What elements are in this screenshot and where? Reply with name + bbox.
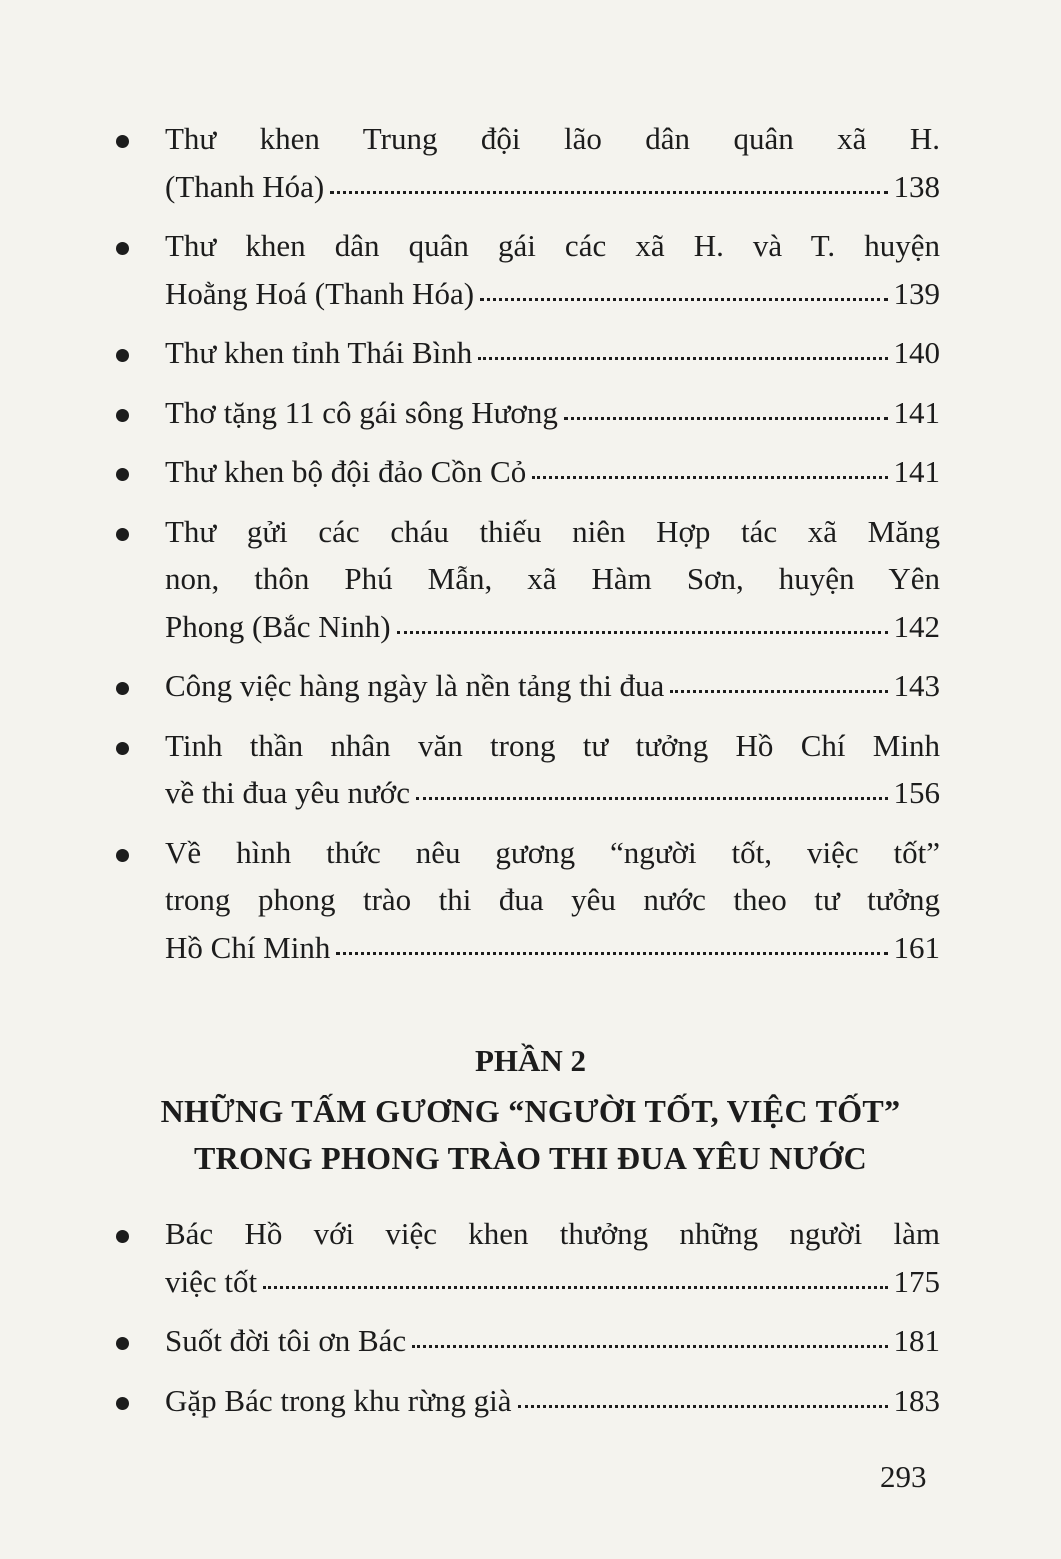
- toc-entry: [110, 329, 940, 377]
- dot-leader: [416, 795, 888, 800]
- toc-entry-page: 175: [893, 1263, 940, 1299]
- toc-entry-row: [165, 603, 940, 651]
- dot-leader: [330, 189, 887, 194]
- toc-entry-title-line: Thư gửi các cháu thiếu niên Hợp tác xã Măng: [165, 513, 940, 549]
- dot-leader: [336, 950, 887, 955]
- toc-entry-row: [165, 389, 940, 437]
- toc-entry-row: [165, 448, 940, 496]
- toc-entry: [110, 508, 940, 651]
- toc-entry-row: [165, 270, 940, 318]
- toc-entry-row: [165, 329, 940, 377]
- toc-entry-page: 141: [893, 454, 940, 489]
- toc-entry-row: [165, 769, 940, 817]
- toc-entry-title-line: Bác Hồ với việc khen thưởng những người làm: [165, 1216, 940, 1251]
- toc-list-part1: [110, 115, 940, 971]
- toc-entry-title: Hoằng Hoá (Thanh Hóa): [165, 275, 475, 311]
- toc-entry: [110, 389, 940, 437]
- toc-entry-row: [165, 1258, 940, 1306]
- toc-entry-row: [165, 1377, 940, 1425]
- dot-leader: [532, 474, 887, 479]
- toc-entry-title: về thi đua yêu nước: [165, 775, 410, 810]
- bullet-icon: [116, 409, 129, 422]
- toc-entry-title: việc tốt: [165, 1263, 258, 1299]
- bullet-icon: [116, 742, 129, 755]
- toc-entry-page: 142: [893, 608, 940, 644]
- toc-entry-page: 161: [893, 929, 940, 965]
- toc-entry: [110, 1210, 940, 1305]
- bullet-icon: [116, 1397, 129, 1410]
- toc-entry-title-line: Về hình thức nêu gương “người tốt, việc tốt”: [165, 834, 940, 870]
- toc-entry-page: 156: [893, 775, 940, 810]
- bullet-icon: [116, 682, 129, 695]
- toc-entry: [110, 722, 940, 817]
- toc-entry: [110, 1377, 940, 1425]
- toc-entry-page: 181: [893, 1323, 940, 1358]
- bullet-icon: [116, 242, 129, 255]
- part-label: PHẦN 2: [474, 1043, 587, 1078]
- part-title-line1: NHỮNG TẤM GƯƠNG “NGƯỜI TỐT, VIỆC TỐT”: [160, 1093, 901, 1129]
- bullet-icon: [116, 349, 129, 362]
- toc-entry-page: 143: [893, 668, 940, 703]
- dot-leader: [263, 1284, 887, 1289]
- toc-entry-title-line: Thư khen dân quân gái các xã H. và T. huyện: [165, 228, 940, 263]
- toc-entry: [110, 662, 940, 710]
- toc-entry: [110, 115, 940, 210]
- bullet-icon: [116, 528, 129, 541]
- toc-entry-page: 140: [893, 335, 940, 370]
- toc-entry-page: 138: [893, 168, 940, 204]
- toc-entry: [110, 1317, 940, 1365]
- toc-entry-title: (Thanh Hóa): [165, 168, 325, 204]
- toc-entry-title-line: non, thôn Phú Mẫn, xã Hàm Sơn, huyện Yên: [165, 561, 940, 596]
- toc-entry: [110, 448, 940, 496]
- toc-entry: [110, 829, 940, 972]
- page-number: 293: [880, 1459, 927, 1494]
- toc-entry-title: Thơ tặng 11 cô gái sông Hương: [165, 394, 558, 430]
- toc-entry-title: Thư khen tỉnh Thái Bình: [165, 335, 473, 370]
- toc-list-part2: [110, 1210, 940, 1424]
- toc-entry-page: 141: [893, 394, 940, 430]
- bullet-icon: [116, 135, 129, 148]
- dot-leader: [670, 688, 887, 693]
- toc-entry: [110, 222, 940, 317]
- dot-leader: [478, 355, 887, 360]
- dot-leader: [412, 1343, 887, 1348]
- bullet-icon: [116, 849, 129, 862]
- toc-entry-title-line: Thư khen Trung đội lão dân quân xã H.: [165, 121, 940, 156]
- toc-entry-title-line: Tinh thần nhân văn trong tư tưởng Hồ Chí Minh: [165, 727, 940, 763]
- toc-entry-page: 139: [893, 275, 940, 311]
- toc-entry-title: Suốt đời tôi ơn Bác: [165, 1323, 407, 1358]
- toc-entry-row: [165, 662, 940, 710]
- toc-entry-row: [165, 163, 940, 211]
- toc-entry-row: [165, 924, 940, 972]
- dot-leader: [480, 296, 887, 301]
- toc-entry-title: Công việc hàng ngày là nền tảng thi đua: [165, 668, 665, 703]
- toc-entry-title: Hồ Chí Minh: [165, 929, 331, 965]
- bullet-icon: [116, 468, 129, 481]
- dot-leader: [397, 629, 888, 634]
- dot-leader: [564, 415, 888, 420]
- toc-entry-title: Phong (Bắc Ninh): [165, 608, 391, 644]
- bullet-icon: [116, 1230, 129, 1243]
- toc-entry-title: Gặp Bác trong khu rừng già: [165, 1382, 512, 1418]
- toc-entry-page: 183: [893, 1382, 940, 1418]
- toc-entry-title: Thư khen bộ đội đảo Cồn Cỏ: [165, 454, 527, 489]
- dot-leader: [518, 1403, 888, 1408]
- toc-entry-row: [165, 1317, 940, 1365]
- toc-entry-title-line: trong phong trào thi đua yêu nước theo tư tưởng: [165, 882, 940, 917]
- part-title-line2: TRONG PHONG TRÀO THI ĐUA YÊU NƯỚC: [193, 1140, 868, 1176]
- bullet-icon: [116, 1337, 129, 1350]
